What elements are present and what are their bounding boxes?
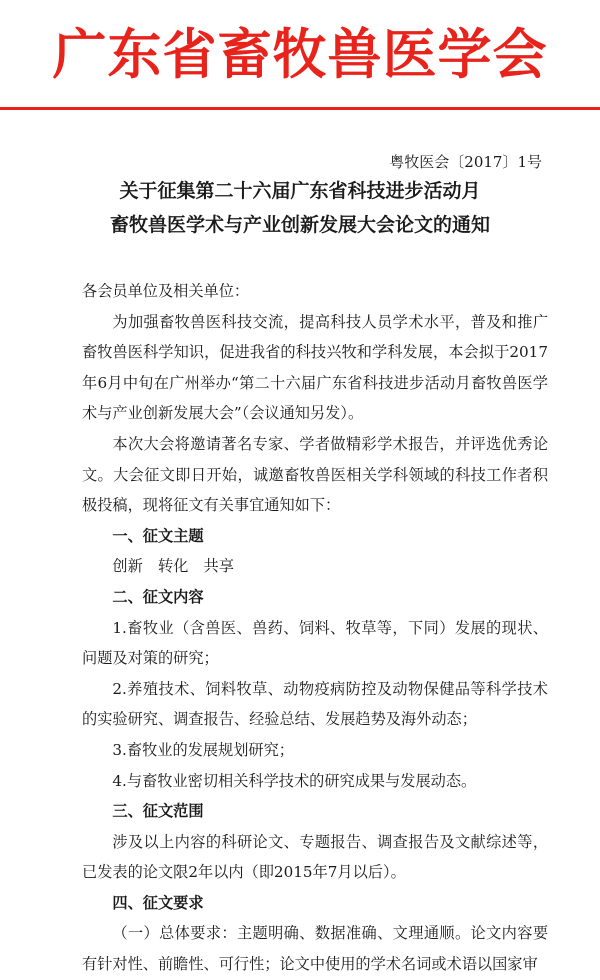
- section-heading: 三、征文范围: [112, 802, 204, 821]
- notice-title-line-1: 关于征集第二十六届广东省科技进步活动月: [119, 180, 481, 202]
- content-item: 4.与畜牧业密切相关科学技术的研究成果与发展动态。: [112, 771, 477, 790]
- theme-motto: 创新 转化 共享: [112, 557, 234, 576]
- section-heading: 一、征文主题: [112, 526, 204, 545]
- content-item: 3.畜牧业的发展规划研究；: [112, 740, 294, 759]
- content-item: 2.养殖技术、饲料牧草、动物疫病防控及动物保健品等科学技术的实验研究、调查报告、经验总结、发展趋势及海外动态；: [82, 679, 548, 729]
- requirements-paragraph: （一）总体要求：主题明确、数据准确、文理通顺。论文内容要有针对性、前瞻性、可行性；论文中使用的学术名词或术语以国家审: [82, 924, 548, 974]
- intro-paragraph: 本次大会将邀请著名专家、学者做精彩学术报告，并评选优秀论文。大会征文即日开始，诚邀畜牧兽医相关学科领域的科技工作者积极投稿，现将征文有关事宜通知如下：: [82, 434, 548, 515]
- letterhead: [0, 12, 600, 98]
- section-heading: 四、征文要求: [112, 893, 204, 912]
- intro-paragraph: 为加强畜牧兽医科技交流，提高科技人员学术水平，普及和推广畜牧兽医科学知识，促进我省的科技兴牧和学科发展，本会拟于2017年6月中旬在广州举办“第二十六届广东省科技进步活动月畜牧兽医学术与产业创新发展大会”（会议通知另发）。: [82, 312, 548, 423]
- scope-paragraph: 涉及以上内容的科研论文、专题报告、调查报告及文献综述等，已发表的论文限2年以内（即2015年7月以后）。: [82, 832, 548, 882]
- notice-body: [82, 276, 548, 980]
- document-number: 粤牧医会〔2017〕1号: [389, 153, 542, 171]
- notice-title-line-2: 畜牧兽医学术与产业创新发展大会论文的通知: [109, 214, 490, 236]
- section-heading: 二、征文内容: [112, 587, 204, 606]
- content-item: 1.畜牧业（含兽医、兽药、饲料、牧草等，下同）发展的现状、问题及对策的研究；: [82, 618, 548, 668]
- letterhead-divider: [0, 107, 600, 110]
- org-name: 广东省畜牧兽医学会: [52, 23, 548, 86]
- salutation: 各会员单位及相关单位：: [82, 282, 250, 300]
